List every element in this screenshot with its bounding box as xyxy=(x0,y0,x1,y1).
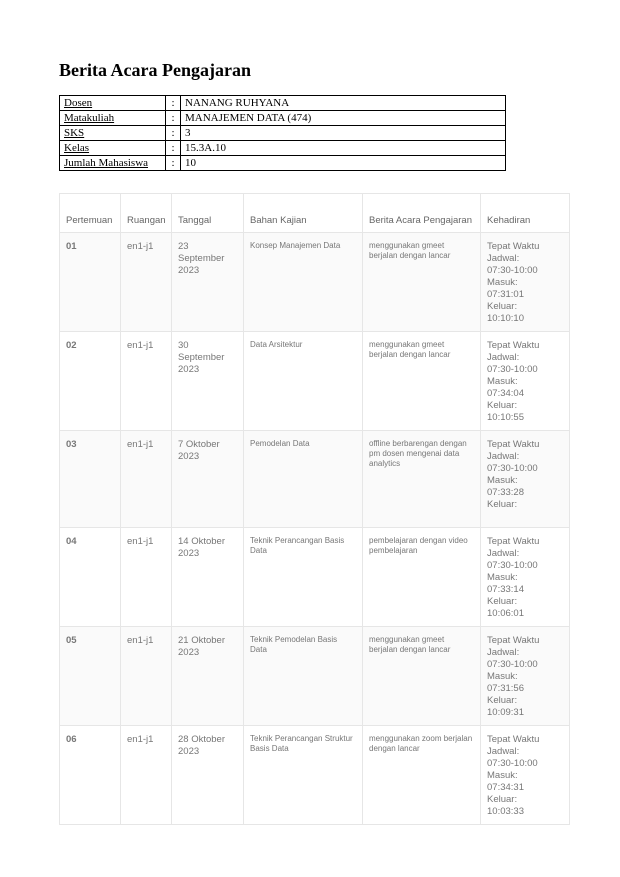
cell-berita-acara: offline berbarengan dengan pm dosen mengenai data analytics xyxy=(363,431,481,528)
cell-kehadiran xyxy=(481,627,570,726)
kehadiran-keluar-val: 10:10:10 xyxy=(487,313,524,324)
cell-tanggal: 14 Oktober 2023 xyxy=(172,528,244,627)
info-row xyxy=(60,156,506,171)
cell-berita-acara: menggunakan zoom berjalan dengan lancar xyxy=(363,726,481,825)
kehadiran-jadwal: Jadwal: xyxy=(487,548,520,559)
page-title: Berita Acara Pengajaran xyxy=(59,60,251,80)
kehadiran-jadwal: Jadwal: xyxy=(487,253,520,264)
info-key: Matakuliah xyxy=(60,111,166,126)
cell-berita-acara: menggunakan gmeet berjalan dengan lancar xyxy=(363,627,481,726)
cell-ruangan: en1-j1 xyxy=(121,332,172,431)
table-row xyxy=(60,627,570,726)
cell-berita-acara: pembelajaran dengan video pembelajaran xyxy=(363,528,481,627)
info-key: Kelas xyxy=(60,141,166,156)
kehadiran-keluar-val: 10:06:01 xyxy=(487,608,524,619)
kehadiran-keluar: Keluar: xyxy=(487,301,518,312)
kehadiran-keluar: Keluar: xyxy=(487,400,518,411)
table-row xyxy=(60,528,570,627)
kehadiran-keluar-val: 10:03:33 xyxy=(487,806,524,817)
kehadiran-keluar-val: 10:10:55 xyxy=(487,412,524,423)
kehadiran-keluar: Keluar: xyxy=(487,596,518,607)
kehadiran-status: Tepat Waktu xyxy=(487,439,540,450)
kehadiran-jadwal-val: 07:30-10:00 xyxy=(487,560,538,571)
kehadiran-keluar: Keluar: xyxy=(487,695,518,706)
kehadiran-jadwal: Jadwal: xyxy=(487,352,520,363)
info-key: Dosen xyxy=(60,96,166,111)
cell-tanggal: 21 Oktober 2023 xyxy=(172,627,244,726)
info-value: 15.3A.10 xyxy=(181,141,506,156)
info-separator: : xyxy=(166,96,181,111)
cell-ruangan: en1-j1 xyxy=(121,233,172,332)
info-row xyxy=(60,111,506,126)
kehadiran-status: Tepat Waktu xyxy=(487,340,540,351)
cell-pertemuan: 02 xyxy=(60,332,121,431)
info-value: MANAJEMEN DATA (474) xyxy=(181,111,506,126)
cell-bahan-kajian: Konsep Manajemen Data xyxy=(244,233,363,332)
info-value: 10 xyxy=(181,156,506,171)
kehadiran-masuk-val: 07:31:01 xyxy=(487,289,524,300)
cell-pertemuan: 04 xyxy=(60,528,121,627)
cell-ruangan: en1-j1 xyxy=(121,431,172,528)
kehadiran-jadwal-val: 07:30-10:00 xyxy=(487,463,538,474)
cell-tanggal: 7 Oktober 2023 xyxy=(172,431,244,528)
info-separator: : xyxy=(166,156,181,171)
info-value: 3 xyxy=(181,126,506,141)
cell-bahan-kajian: Teknik Perancangan Struktur Basis Data xyxy=(244,726,363,825)
cell-bahan-kajian: Teknik Perancangan Basis Data xyxy=(244,528,363,627)
kehadiran-jadwal-val: 07:30-10:00 xyxy=(487,265,538,276)
table-row xyxy=(60,233,570,332)
info-separator: : xyxy=(166,111,181,126)
info-key: SKS xyxy=(60,126,166,141)
cell-tanggal: 30 September 2023 xyxy=(172,332,244,431)
kehadiran-masuk-val: 07:33:14 xyxy=(487,584,524,595)
header-pertemuan: Pertemuan xyxy=(60,194,121,233)
kehadiran-masuk: Masuk: xyxy=(487,277,518,288)
cell-kehadiran xyxy=(481,528,570,627)
cell-bahan-kajian: Data Arsitektur xyxy=(244,332,363,431)
header-kehadiran: Kehadiran xyxy=(481,194,570,233)
kehadiran-keluar: Keluar: xyxy=(487,499,518,510)
kehadiran-status: Tepat Waktu xyxy=(487,536,540,547)
kehadiran-jadwal-val: 07:30-10:00 xyxy=(487,364,538,375)
cell-ruangan: en1-j1 xyxy=(121,627,172,726)
kehadiran-jadwal-val: 07:30-10:00 xyxy=(487,758,538,769)
header-berita-acara: Berita Acara Pengajaran xyxy=(363,194,481,233)
attendance-table xyxy=(59,193,570,825)
kehadiran-jadwal: Jadwal: xyxy=(487,746,520,757)
kehadiran-masuk: Masuk: xyxy=(487,376,518,387)
cell-kehadiran xyxy=(481,332,570,431)
kehadiran-masuk: Masuk: xyxy=(487,770,518,781)
info-value: NANANG RUHYANA xyxy=(181,96,506,111)
info-key: Jumlah Mahasiswa xyxy=(60,156,166,171)
cell-berita-acara: menggunakan gmeet berjalan dengan lancar xyxy=(363,233,481,332)
header-bahan-kajian: Bahan Kajian xyxy=(244,194,363,233)
kehadiran-jadwal: Jadwal: xyxy=(487,647,520,658)
cell-bahan-kajian: Pemodelan Data xyxy=(244,431,363,528)
info-separator: : xyxy=(166,126,181,141)
table-row xyxy=(60,332,570,431)
kehadiran-masuk-val: 07:31:56 xyxy=(487,683,524,694)
kehadiran-keluar-val: 10:09:31 xyxy=(487,707,524,718)
attendance-table-container xyxy=(59,193,569,825)
cell-pertemuan: 05 xyxy=(60,627,121,726)
cell-pertemuan: 06 xyxy=(60,726,121,825)
kehadiran-status: Tepat Waktu xyxy=(487,734,540,745)
kehadiran-masuk-val: 07:34:04 xyxy=(487,388,524,399)
kehadiran-keluar: Keluar: xyxy=(487,794,518,805)
cell-kehadiran xyxy=(481,233,570,332)
table-header-row xyxy=(60,194,570,233)
kehadiran-masuk: Masuk: xyxy=(487,572,518,583)
header-ruangan: Ruangan xyxy=(121,194,172,233)
kehadiran-status: Tepat Waktu xyxy=(487,241,540,252)
table-row xyxy=(60,431,570,528)
info-row xyxy=(60,126,506,141)
cell-berita-acara: menggunakan gmeet berjalan dengan lancar xyxy=(363,332,481,431)
kehadiran-jadwal: Jadwal: xyxy=(487,451,520,462)
header-tanggal: Tanggal xyxy=(172,194,244,233)
info-table xyxy=(59,95,506,171)
kehadiran-masuk-val: 07:33:28 xyxy=(487,487,524,498)
cell-tanggal: 28 Oktober 2023 xyxy=(172,726,244,825)
info-separator: : xyxy=(166,141,181,156)
kehadiran-jadwal-val: 07:30-10:00 xyxy=(487,659,538,670)
cell-ruangan: en1-j1 xyxy=(121,726,172,825)
table-row xyxy=(60,726,570,825)
cell-kehadiran xyxy=(481,726,570,825)
info-row xyxy=(60,141,506,156)
kehadiran-status: Tepat Waktu xyxy=(487,635,540,646)
kehadiran-masuk: Masuk: xyxy=(487,475,518,486)
kehadiran-masuk-val: 07:34:31 xyxy=(487,782,524,793)
cell-pertemuan: 01 xyxy=(60,233,121,332)
info-row xyxy=(60,96,506,111)
kehadiran-masuk: Masuk: xyxy=(487,671,518,682)
cell-ruangan: en1-j1 xyxy=(121,528,172,627)
cell-bahan-kajian: Teknik Pemodelan Basis Data xyxy=(244,627,363,726)
cell-pertemuan: 03 xyxy=(60,431,121,528)
cell-tanggal: 23 September 2023 xyxy=(172,233,244,332)
cell-kehadiran xyxy=(481,431,570,528)
